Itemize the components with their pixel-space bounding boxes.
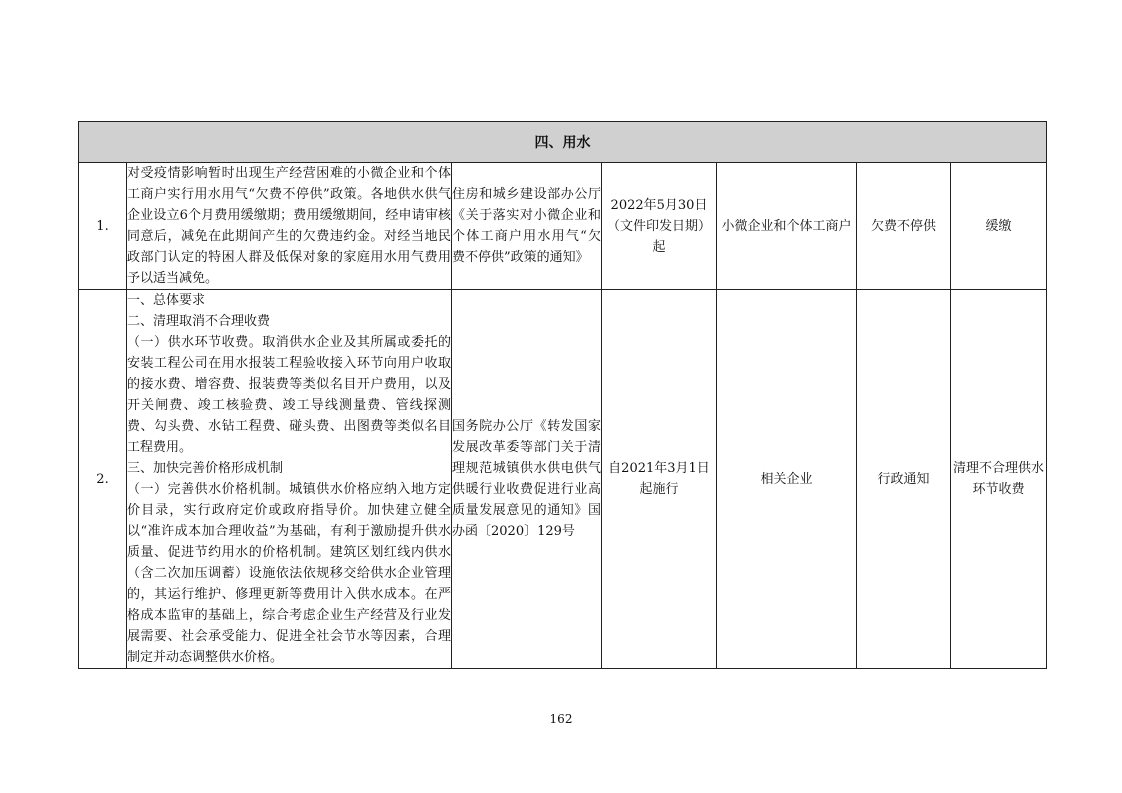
content-paragraph: （一）供水环节收费。取消供水企业及其所属或委托的安装工程公司在用水报装工程验收接入环节向用户收取的接水费、增容费、报装费等类似名目开户费用，以及开关闸费、竣工核验费、竣工导线测量费、管线探测费、勾头费、水钻工程费、碰头费、出图费等类似名目工程费用。 xyxy=(127,335,451,455)
policy-document: 住房和城乡建设部办公厅《关于落实对小微企业和个体工商户用水用气“欠费不停供”政策的通知》 xyxy=(452,163,602,290)
section-header-row xyxy=(79,122,1047,163)
content-paragraph: （一）完善供水价格机制。城镇供水价格应纳入地方定价目录，实行政府定价或政府指导价。加快建立健全以“准许成本加合理收益”为基础，有利于激励提升供水质量、促进节约用水的价格机制。建筑区划红线内供水（含二次加压调蓄）设施依法依规移交给供水企业管理的，其运行维护、修理更新等费用计入供水成本。在严格成本监审的基础上，综合考虑企业生产经营及行业发展需要、社会承受能力、促进全社会节水等因素，合理制定并动态调整供水价格。 xyxy=(127,482,451,665)
section-title: 四、用水 xyxy=(79,122,1047,163)
table-row xyxy=(79,290,1047,669)
policy-measure: 缓缴 xyxy=(951,163,1047,290)
row-number: 2. xyxy=(79,290,127,669)
effective-date: 自2021年3月1日起施行 xyxy=(602,290,717,669)
content-heading: 三、加快完善价格形成机制 xyxy=(127,461,284,476)
policy-content xyxy=(127,163,452,290)
policy-type: 欠费不停供 xyxy=(857,163,951,290)
policy-type: 行政通知 xyxy=(857,290,951,669)
content-paragraph: 对受疫情影响暂时出现生产经营困难的小微企业和个体工商户实行用水用气“欠费不停供”政策。各地供水供气企业设立6个月费用缓缴期；费用缓缴期间，经申请审核同意后，减免在此期间产生的欠费违约金。对经当地民政部门认定的特困人群及低保对象的家庭用水用气费用予以适当减免。 xyxy=(127,166,451,286)
page-number: 162 xyxy=(549,712,573,726)
content-heading: 二、清理取消不合理收费 xyxy=(127,314,271,329)
policy-content xyxy=(127,290,452,669)
table-row xyxy=(79,163,1047,290)
target-group: 相关企业 xyxy=(717,290,857,669)
row-number: 1. xyxy=(79,163,127,290)
target-group: 小微企业和个体工商户 xyxy=(717,163,857,290)
effective-date: 2022年5月30日（文件印发日期）起 xyxy=(602,163,717,290)
policy-measure: 清理不合理供水环节收费 xyxy=(951,290,1047,669)
policy-table xyxy=(78,121,1047,669)
policy-document: 国务院办公厅《转发国家发展改革委等部门关于清理规范城镇供水供电供气供暖行业收费促进行业高质量发展意见的通知》国办函〔2020〕129号 xyxy=(452,290,602,669)
content-heading: 一、总体要求 xyxy=(127,293,206,308)
